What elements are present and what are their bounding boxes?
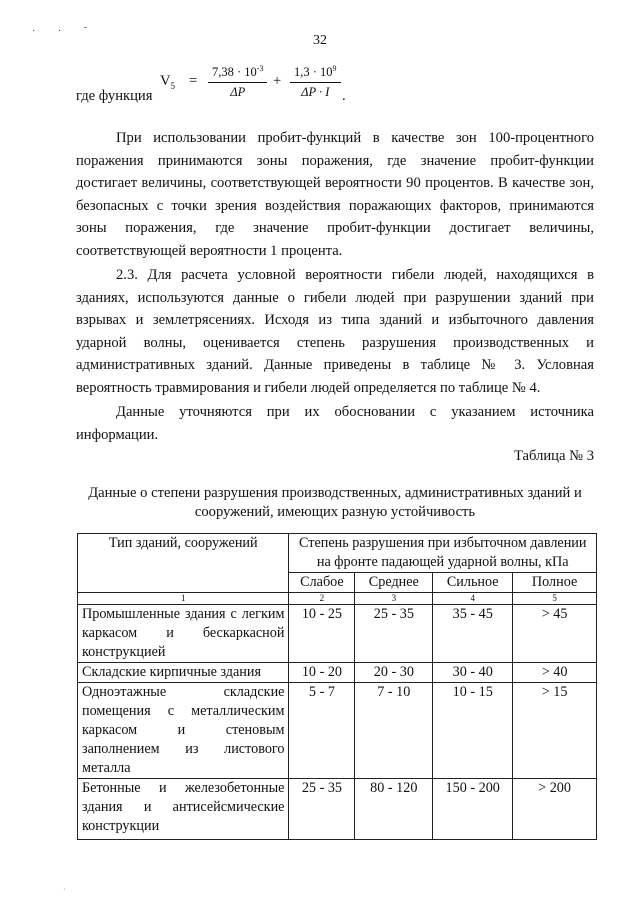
formula-fraction-1: $\frac{7,38 \cdot 10^{-3}}{\Delta P}$: [208, 64, 267, 100]
cell-weak: 25 - 35: [289, 779, 355, 840]
formula-fraction-2: $\frac{1,3 \cdot 10^9}{\Delta P \cdot I}$: [290, 64, 341, 100]
column-number: 3: [355, 593, 433, 605]
cell-medium: 25 - 35: [355, 605, 433, 663]
cell-strong: 30 - 40: [433, 663, 513, 683]
cell-medium: 20 - 30: [355, 663, 433, 683]
header-strong: Сильное: [433, 573, 513, 593]
row-building-type: Бетонные и железобетонные здания и антисейсмические конструкции: [78, 779, 289, 840]
cell-medium: 7 - 10: [355, 683, 433, 779]
cell-strong: 10 - 15: [433, 683, 513, 779]
row-building-type: Складские кирпичные здания: [78, 663, 289, 683]
formula-plus: +: [273, 73, 282, 89]
destruction-table: [77, 533, 597, 840]
table-row: [78, 663, 597, 683]
table-label: Таблица № 3: [514, 448, 594, 464]
formula-where-label: где функция: [76, 88, 153, 104]
probit-formula: [160, 58, 500, 108]
cell-full: > 45: [513, 605, 597, 663]
cell-strong: 35 - 45: [433, 605, 513, 663]
formula-end: .: [342, 88, 346, 104]
page-number: 32: [313, 33, 327, 48]
cell-weak: 5 - 7: [289, 683, 355, 779]
cell-strong: 150 - 200: [433, 779, 513, 840]
header-medium: Среднее: [355, 573, 433, 593]
table-row: [78, 683, 597, 779]
cell-full: > 15: [513, 683, 597, 779]
cell-medium: 80 - 120: [355, 779, 433, 840]
table-row: [78, 779, 597, 840]
formula-variable: $V_5$: [160, 73, 176, 91]
paragraph-probit-zones: При использовании пробит-функций в качестве зон 100-процентного поражения принимаются зоны поражения, где значение пробит-функции достигает величины, соответствующей вероятности 90 процентов. В качестве зон, безопасных с точки зрения воздействия поражающих факторов, принимаются зоны поражения, где значение пробит-функции достигает величины, соответствующей вероятности 1 процента.: [76, 130, 594, 259]
column-number: 2: [289, 593, 355, 605]
cell-full: > 40: [513, 663, 597, 683]
row-building-type: Промышленные здания с легким каркасом и бескаркасной конструкцией: [78, 605, 289, 663]
column-number: 1: [78, 593, 289, 605]
cell-weak: 10 - 20: [289, 663, 355, 683]
formula-equals: =: [189, 73, 198, 89]
row-building-type: Одноэтажные складские помещения с металлическим каркасом и стеновым заполнением из листового металла: [78, 683, 289, 779]
header-weak: Слабое: [289, 573, 355, 593]
table-row: [78, 605, 597, 663]
header-destruction-degree: Степень разрушения при избыточном давлении на фронте падающей ударной волны, кПа: [289, 534, 597, 573]
header-building-type: Тип зданий, сооружений: [78, 534, 289, 593]
paragraph-clarification: Данные уточняются при их обосновании с указанием источника информации.: [76, 404, 594, 443]
column-number: 5: [513, 593, 597, 605]
scan-speck: ·: [63, 885, 66, 894]
cell-weak: 10 - 25: [289, 605, 355, 663]
scan-marks: · · ˜: [32, 26, 97, 37]
cell-full: > 200: [513, 779, 597, 840]
column-number: 4: [433, 593, 513, 605]
header-full: Полное: [513, 573, 597, 593]
table-title: Данные о степени разрушения производственных, административных зданий и сооружений, имеющих разную устойчивость: [88, 485, 582, 520]
paragraph-2-3: 2.3. Для расчета условной вероятности гибели людей, находящихся в зданиях, используются данные о гибели людей при разрушении зданий при взрывах и землетрясениях. Исходя из типа зданий и избыточного давления ударной волны, оценивается степень разрушения производственных и административных зданий. Данные приведены в таблице № 3. Условная вероятность травмирования и гибели людей определяется по таблице № 4.: [76, 267, 594, 396]
